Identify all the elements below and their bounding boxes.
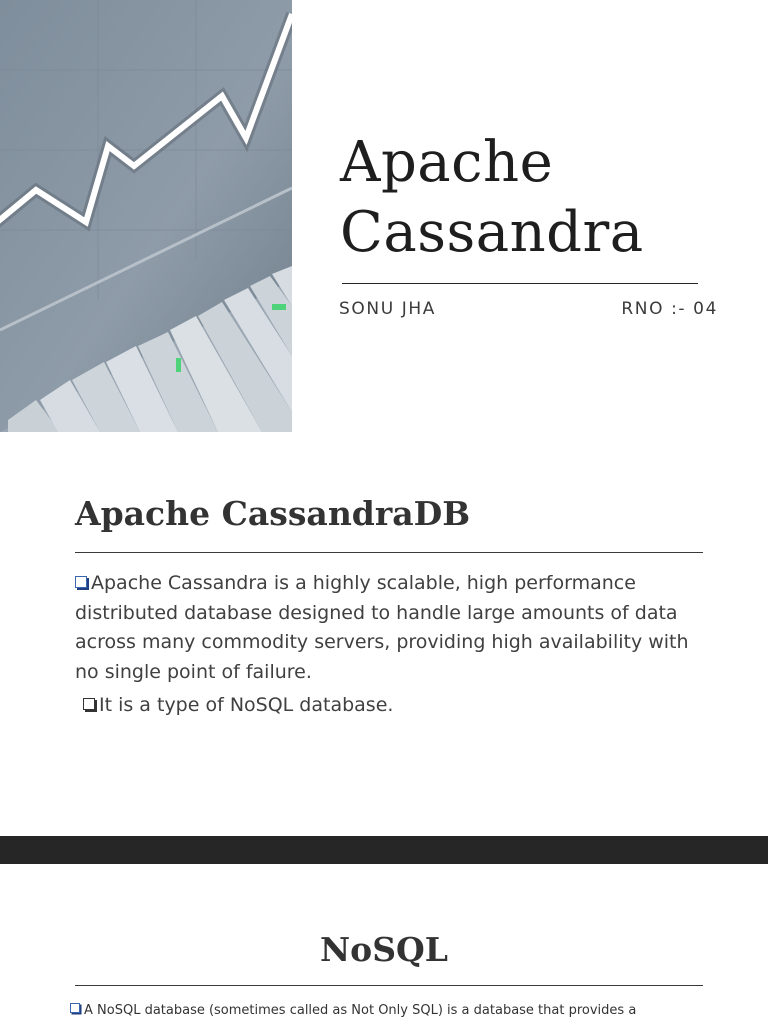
title-slide	[0, 0, 768, 432]
square-bullet-icon	[75, 576, 87, 588]
stairs-growth-chart-photo	[0, 0, 292, 432]
nosql-text: A NoSQL database (sometimes called as Not Only SQL) is a database that provides a	[84, 1003, 637, 1018]
square-bullet-icon	[83, 698, 95, 710]
slide-title: NoSQL	[320, 930, 448, 969]
title-line-2: Cassandra	[340, 200, 644, 265]
nosql-slide	[0, 864, 768, 1024]
title-divider	[75, 985, 703, 986]
slide-title: Apache CassandraDB	[75, 494, 471, 533]
nosql-paragraph	[70, 1002, 710, 1020]
title-divider	[342, 283, 698, 284]
cassandra-overview-slide	[0, 432, 768, 836]
overview-paragraph	[75, 569, 707, 687]
presentation-title	[340, 128, 644, 268]
nosql-point	[83, 691, 393, 721]
slide-separator	[0, 836, 768, 864]
nosql-point-text: It is a type of NoSQL database.	[99, 694, 394, 716]
title-divider	[75, 552, 703, 553]
square-bullet-icon	[70, 1003, 80, 1013]
roll-number: RNO :- 04	[621, 299, 718, 319]
author-name: SONU JHA	[339, 299, 436, 319]
overview-text: Apache Cassandra is a highly scalable, high performance distributed database designed to handle large amounts of data across many commodity servers, providing high availability with no single point of failure.	[75, 572, 689, 683]
title-line-1: Apache	[340, 130, 554, 195]
